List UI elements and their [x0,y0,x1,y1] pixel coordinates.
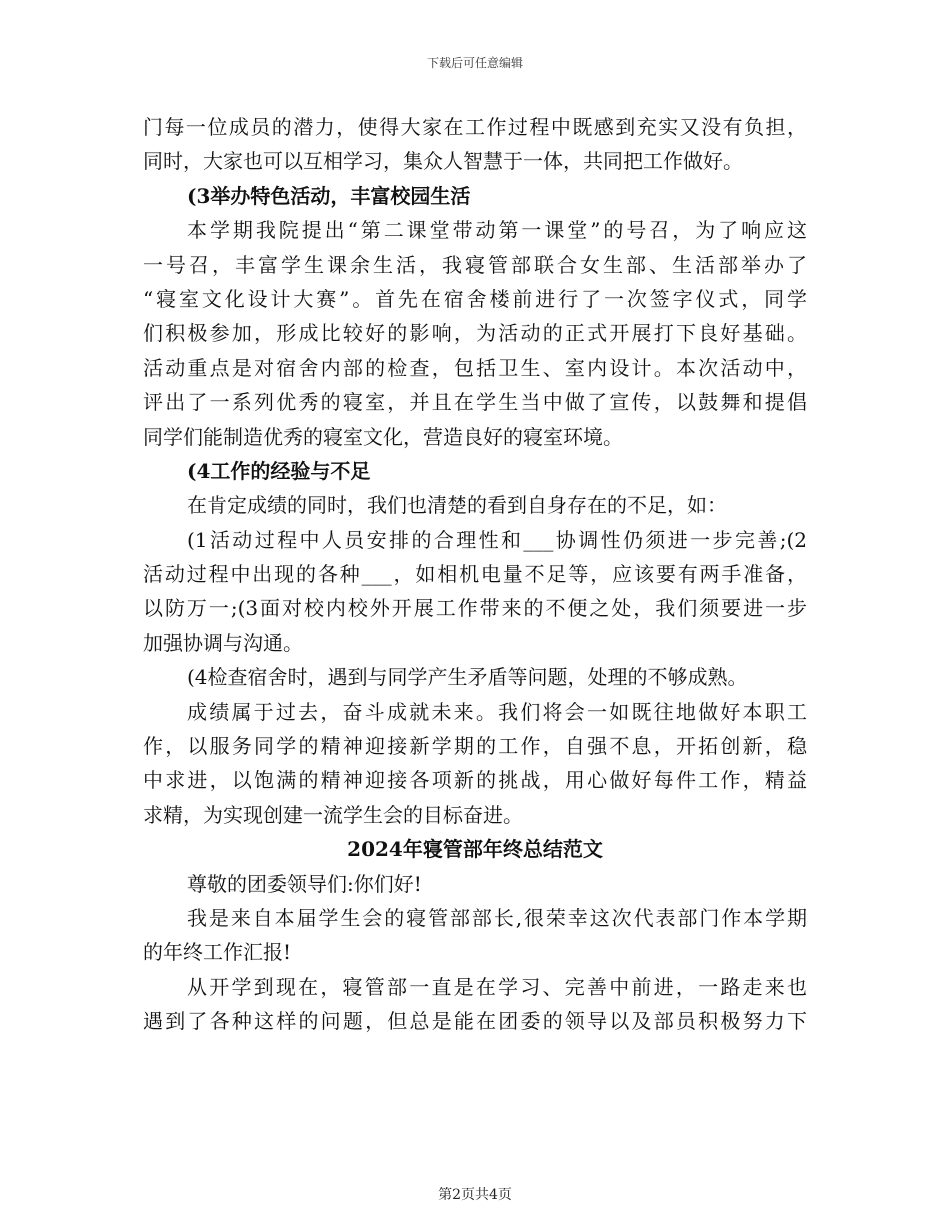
section-heading: (4工作的经验与不足 [187,458,371,483]
paragraph-line: 我是来自本届学生会的寝管部部长,很荣幸这次代表部门作本学期 [187,905,807,930]
page-header: 下载后可任意编辑 [426,56,523,70]
paragraph-line: 的年终工作汇报! [143,940,292,965]
paragraph-line: 成绩属于过去，奋斗成就未来。我们将会一如既往地做好本职工 [187,699,807,724]
paragraph-line: 在肯定成绩的同时，我们也清楚的看到自身存在的不足，如： [187,493,727,518]
paragraph-line: 从开学到现在，寝管部一直是在学习、完善中前进，一路走来也 [187,974,807,999]
paragraph-line: 中求进，以饱满的精神迎接各项新的挑战，用心做好每件工作，精益 [143,768,807,793]
paragraph-line: (1活动过程中人员安排的合理性和___协调性仍须进一步完善;(2 [187,527,807,552]
paragraph-line: 门每一位成员的潜力，使得大家在工作过程中既感到充实又没有负担， [143,115,807,139]
paragraph-line: 一号召，丰富学生课余生活，我寝管部联合女生部、生活部举办了 [143,252,807,277]
paragraph-line: 作，以服务同学的精神迎接新学期的工作，自强不息，开拓创新，稳 [143,734,807,759]
document-body [143,110,807,1039]
paragraph-line: 们积极参加，形成比较好的影响，为活动的正式开展打下良好基础。 [143,321,807,346]
paragraph-line: 本学期我院提出“第二课堂带动第一课堂”的号召，为了响应这 [187,218,807,243]
section-heading: (3举办特色活动，丰富校园生活 [187,183,471,208]
salutation-line: 尊敬的团委领导们:你们好! [187,871,422,896]
paragraph-line: 遇到了各种这样的问题，但总是能在团委的领导以及部员积极努力下 [143,1009,807,1034]
paragraph-line: 活动重点是对宿舍内部的检查，包括卫生、室内设计。本次活动中， [143,355,807,380]
page-footer: 第2页共4页 [438,1187,512,1203]
paragraph-line: 同学们能制造优秀的寝室文化，营造良好的寝室环境。 [143,424,623,449]
paragraph-line: 同时，大家也可以互相学习，集众人智慧于一体，共同把工作做好。 [143,149,743,174]
paragraph-line: 评出了一系列优秀的寝室，并且在学生当中做了宣传，以鼓舞和提倡 [143,390,807,415]
paragraph-line: (4检查宿舍时，遇到与同学产生矛盾等问题，处理的不够成熟。 [187,665,748,690]
paragraph-line: 活动过程中出现的各种___，如相机电量不足等，应该要有两手准备， [143,562,807,587]
paragraph-line: 加强协调与沟通。 [143,630,303,655]
document-title: 2024年寝管部年终总结范文 [347,837,603,862]
paragraph-line: 求精，为实现创建一流学生会的目标奋进。 [143,802,523,827]
paragraph-line: 以防万一;(3面对校内校外开展工作带来的不便之处，我们须要进一步 [143,596,807,621]
paragraph-line: “寝室文化设计大赛”。首先在宿舍楼前进行了一次签字仪式，同学 [143,286,807,311]
